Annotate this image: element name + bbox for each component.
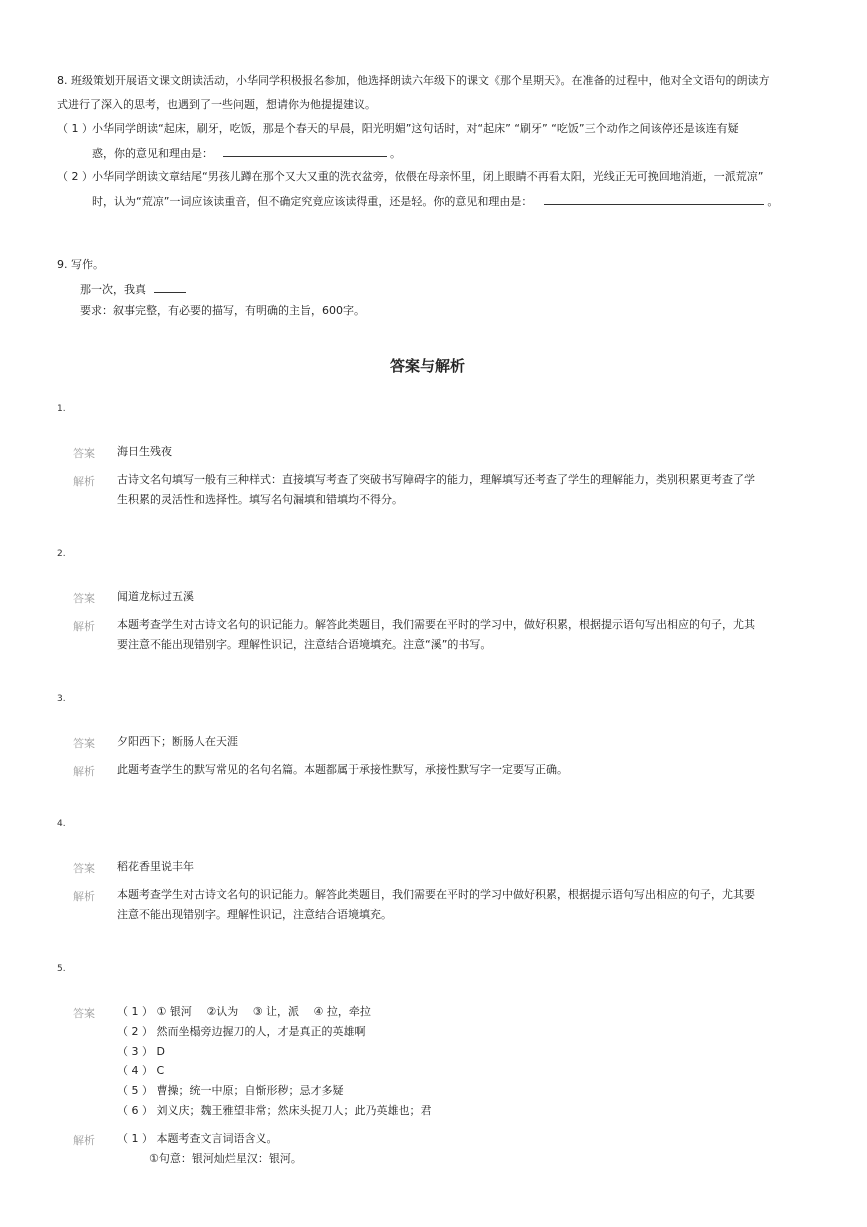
answer-label: 答案	[73, 1007, 95, 1020]
q9-title: 9. 写作。	[57, 258, 104, 271]
q8-line-1: 8. 班级策划开展语文课文朗读活动，小华同学积极报名参加，他选择朗读六年级下的课文《那个星期天》。在准备的过程中，他对全文语句的朗读方	[57, 74, 770, 87]
answer-text: 稻花香里说丰年	[117, 860, 194, 873]
item-number: 4.	[57, 819, 66, 829]
answer-part-3: （ 3 ） D	[117, 1045, 165, 1058]
analysis-label: 解析	[73, 620, 95, 633]
analysis-line: 本题考查学生对古诗文名句的识记能力。解答此类题目，我们需要在平时的学习中做好积累，根据提示语句写出相应的句子，尤其要	[117, 888, 755, 901]
q9-answer-blank[interactable]	[154, 282, 186, 293]
item-number: 2.	[57, 549, 66, 559]
answer-part-1: （ 1 ） ① 银河 ②认为 ③ 让，派 ④ 拉，牵拉	[117, 1005, 371, 1018]
answer-text: 海日生残夜	[117, 445, 172, 458]
answer-part-5: （ 5 ） 曹操；统一中原；自惭形秽；忌才多疑	[117, 1084, 344, 1097]
analysis-line: 此题考查学生的默写常见的名句名篇。本题都属于承接性默写，承接性默写字一定要写正确。	[117, 763, 568, 776]
answer-label: 答案	[73, 862, 95, 875]
answer-part-4: （ 4 ） C	[117, 1064, 165, 1077]
analysis-line: 要注意不能出现错别字。理解性识记，注意结合语境填充。注意“溪”的书写。	[117, 638, 492, 651]
q9-requirement: 要求：叙事完整，有必要的描写，有明确的主旨，600字。	[80, 304, 365, 317]
answer-label: 答案	[73, 737, 95, 750]
q8-part1-line-1: 小华同学朗读“起床，刷牙，吃饭，那是个春天的早晨，阳光明媚”这句话时，对“起床” “刷牙” “吃饭”三个动作之间该停还是该连有疑	[92, 122, 739, 135]
answer-label: 答案	[73, 447, 95, 460]
q8-part1-answer-blank[interactable]	[223, 146, 387, 157]
q8-part1-number: （ 1 ）	[57, 122, 93, 135]
item-number: 1.	[57, 404, 66, 414]
answer-text: 夕阳西下；断肠人在天涯	[117, 735, 238, 748]
analysis-label: 解析	[73, 765, 95, 778]
answer-label: 答案	[73, 592, 95, 605]
analysis-line: 本题考查学生对古诗文名句的识记能力。解答此类题目，我们需要在平时的学习中，做好积累，根据提示语句写出相应的句子，尤其	[117, 618, 755, 631]
q8-part1-end: 。	[390, 147, 401, 160]
analysis-label: 解析	[73, 1134, 95, 1147]
item-number: 3.	[57, 694, 66, 704]
answer-part-2: （ 2 ） 然而坐榻旁边握刀的人，才是真正的英雄啊	[117, 1025, 366, 1038]
q9-prompt: 那一次，我真	[80, 283, 146, 296]
analysis-label: 解析	[73, 890, 95, 903]
q8-part2-line-2	[92, 194, 778, 209]
q8-part2-number: （ 2 ）	[57, 170, 93, 183]
analysis-line: 注意不能出现错别字。理解性识记，注意结合语境填充。	[117, 908, 392, 921]
analysis-line: 生积累的灵活性和选择性。填写名句漏填和错填均不得分。	[117, 493, 403, 506]
q8-part2-prompt: 时，认为“荒凉”一词应该读重音，但不确定究竟应该读得重，还是轻。你的意见和理由是：	[92, 195, 533, 208]
q8-part1-line-2	[92, 146, 401, 161]
q8-part1-prompt: 惑，你的意见和理由是：	[92, 147, 213, 160]
q8-part2-line-1: 小华同学朗读文章结尾“男孩儿蹲在那个又大又重的洗衣盆旁，依偎在母亲怀里，闭上眼睛不再看太阳，光线正无可挽回地消逝，一派荒凉”	[92, 170, 764, 183]
section-title: 答案与解析	[390, 357, 466, 375]
answer-text: 闻道龙标过五溪	[117, 590, 194, 603]
q8-line-2: 式进行了深入的思考，也遇到了一些问题，想请你为他提提建议。	[57, 98, 376, 111]
analysis-line: ①句意：银河灿烂星汉：银河。	[149, 1152, 302, 1165]
item-number: 5.	[57, 964, 66, 974]
q8-part2-end: 。	[767, 195, 779, 208]
q9-prompt-line	[80, 282, 186, 297]
answer-part-6: （ 6 ） 刘义庆；魏王雅望非常；然床头捉刀人；此乃英雄也；君	[117, 1104, 432, 1117]
analysis-line: 古诗文名句填写一般有三种样式：直接填写考查了突破书写障碍字的能力，理解填写还考查了学生的理解能力，类别积累更考查了学	[117, 473, 755, 486]
q8-part2-answer-blank[interactable]	[544, 194, 764, 205]
analysis-label: 解析	[73, 475, 95, 488]
analysis-line: （ 1 ） 本题考查文言词语含义。	[117, 1132, 278, 1145]
